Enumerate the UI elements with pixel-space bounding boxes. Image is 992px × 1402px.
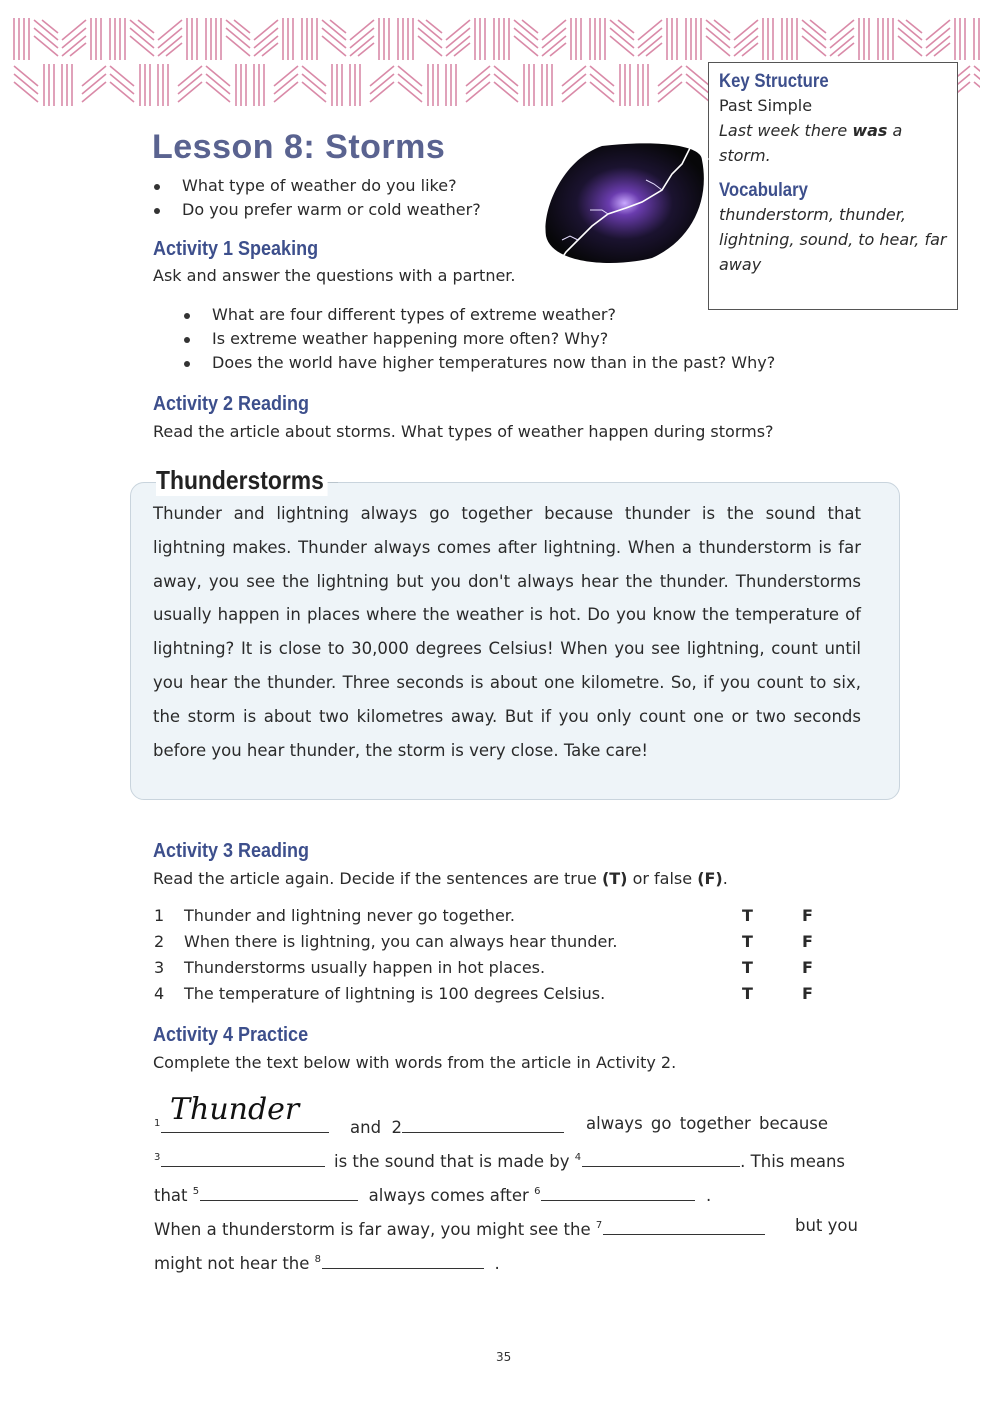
item-statement: Thunder and lightning never go together. (184, 906, 515, 925)
true-false-row (154, 984, 834, 1010)
true-false-row (154, 958, 834, 984)
intro-question-list (152, 174, 481, 222)
gap-text: and (350, 1118, 382, 1137)
blank-7-field[interactable] (603, 1216, 765, 1235)
blank-4-field[interactable] (582, 1148, 740, 1167)
activity1-question-list (182, 303, 775, 375)
blank-2-field[interactable] (402, 1114, 564, 1133)
activity1-heading: Activity 1 Speaking (153, 238, 319, 260)
item-number: 4 (154, 984, 165, 1003)
key-structure-example: Last week there was a storm. (719, 121, 903, 165)
gap-text: . (494, 1254, 500, 1273)
list-item: Is extreme weather happening more often? Why? (182, 327, 775, 351)
false-option[interactable]: F (802, 906, 813, 925)
true-option[interactable]: T (742, 932, 753, 951)
gap-text: . This means (740, 1152, 846, 1171)
blank-number: 2 (391, 1118, 403, 1137)
gap-text: is the sound that is made by (334, 1152, 570, 1171)
lightning-storm-image (542, 140, 712, 266)
false-option[interactable]: F (802, 932, 813, 951)
gap-fill-line (350, 1114, 564, 1137)
item-number: 1 (154, 906, 165, 925)
true-option[interactable]: T (742, 906, 753, 925)
item-statement: The temperature of lightning is 100 degrees Celsius. (184, 984, 606, 1003)
blank-6-field[interactable] (541, 1182, 695, 1201)
true-false-row (154, 906, 834, 932)
gap-text: that (154, 1186, 188, 1205)
activity2-instruction: Read the article about storms. What types of weather happen during storms? (153, 422, 774, 441)
activity1-instruction: Ask and answer the questions with a partner. (153, 266, 516, 285)
page-number: 35 (496, 1350, 512, 1364)
activity4-heading: Activity 4 Practice (153, 1024, 309, 1046)
gap-fill-line (154, 1114, 329, 1137)
article-body: Thunder and lightning always go together because thunder is the sound that lightning makes. Thunder always comes after lightning. When a thunderstorm is far away, you see the lightning but you don't always hear the thunder. Thunderstorms usually happen in places where the weather is hot. Do you know the temperature of lightning? It is close to 30,000 degrees Celsius! When you see lightning, count until you hear the thunder. Three seconds is about one kilometre. So, if you count to six, the storm is about two kilometres away. But if you only count one or two seconds before you hear thunder, the storm is very close. Take care! (153, 504, 861, 760)
gap-text: always go together because (586, 1114, 829, 1133)
gap-text: When a thunderstorm is far away, you might see the (154, 1220, 591, 1239)
list-item: What are four different types of extreme weather? (182, 303, 775, 327)
gap-text: always comes after (368, 1186, 529, 1205)
true-option[interactable]: T (742, 984, 753, 1003)
blank-number: 3 (154, 1152, 161, 1163)
item-statement: When there is lightning, you can always hear thunder. (184, 932, 618, 951)
key-structure-box (708, 62, 958, 310)
item-number: 2 (154, 932, 165, 951)
item-number: 3 (154, 958, 165, 977)
false-option[interactable]: F (802, 958, 813, 977)
list-item: Do you prefer warm or cold weather? (152, 198, 481, 222)
blank-number: 4 (574, 1152, 582, 1163)
blank-1-field[interactable] (161, 1114, 329, 1133)
true-false-row (154, 932, 834, 958)
handwritten-answer: Thunder (170, 1092, 300, 1127)
gap-fill-line (154, 1216, 765, 1239)
true-option[interactable]: T (742, 958, 753, 977)
gap-text: . (705, 1186, 712, 1205)
gap-fill-line (154, 1182, 711, 1205)
gap-fill-line (334, 1148, 845, 1171)
blank-number: 5 (192, 1186, 200, 1197)
gap-fill-line (154, 1250, 500, 1273)
blank-number: 1 (154, 1118, 161, 1129)
false-option[interactable]: F (802, 984, 813, 1003)
gap-text: but you (795, 1216, 858, 1235)
key-structure-text: Past Simple (719, 96, 813, 115)
activity3-heading: Activity 3 Reading (153, 840, 310, 862)
page-title: Lesson 8: Storms (152, 128, 446, 166)
blank-5-field[interactable] (200, 1182, 358, 1201)
list-item: Does the world have higher temperatures now than in the past? Why? (182, 351, 775, 375)
key-structure-heading: Key Structure (719, 71, 829, 92)
activity4-instruction: Complete the text below with words from the article in Activity 2. (153, 1053, 677, 1072)
activity3-instruction: Read the article again. Decide if the sentences are true (T) or false (F). (153, 869, 728, 888)
activity2-heading: Activity 2 Reading (153, 393, 310, 415)
gap-fill-line (154, 1148, 325, 1171)
blank-number: 8 (314, 1254, 322, 1265)
vocabulary-list: thunderstorm, thunder, lightning, sound, to hear, far away (719, 205, 947, 274)
blank-number: 7 (595, 1220, 603, 1231)
blank-3-field[interactable] (161, 1148, 325, 1167)
gap-text: might not hear the (154, 1254, 310, 1273)
blank-number: 6 (534, 1186, 541, 1197)
vocabulary-heading: Vocabulary (719, 180, 808, 201)
blank-8-field[interactable] (322, 1250, 484, 1269)
list-item: What type of weather do you like? (152, 174, 481, 198)
item-statement: Thunderstorms usually happen in hot places. (184, 958, 546, 977)
article-title: Thunderstorms (156, 465, 327, 496)
